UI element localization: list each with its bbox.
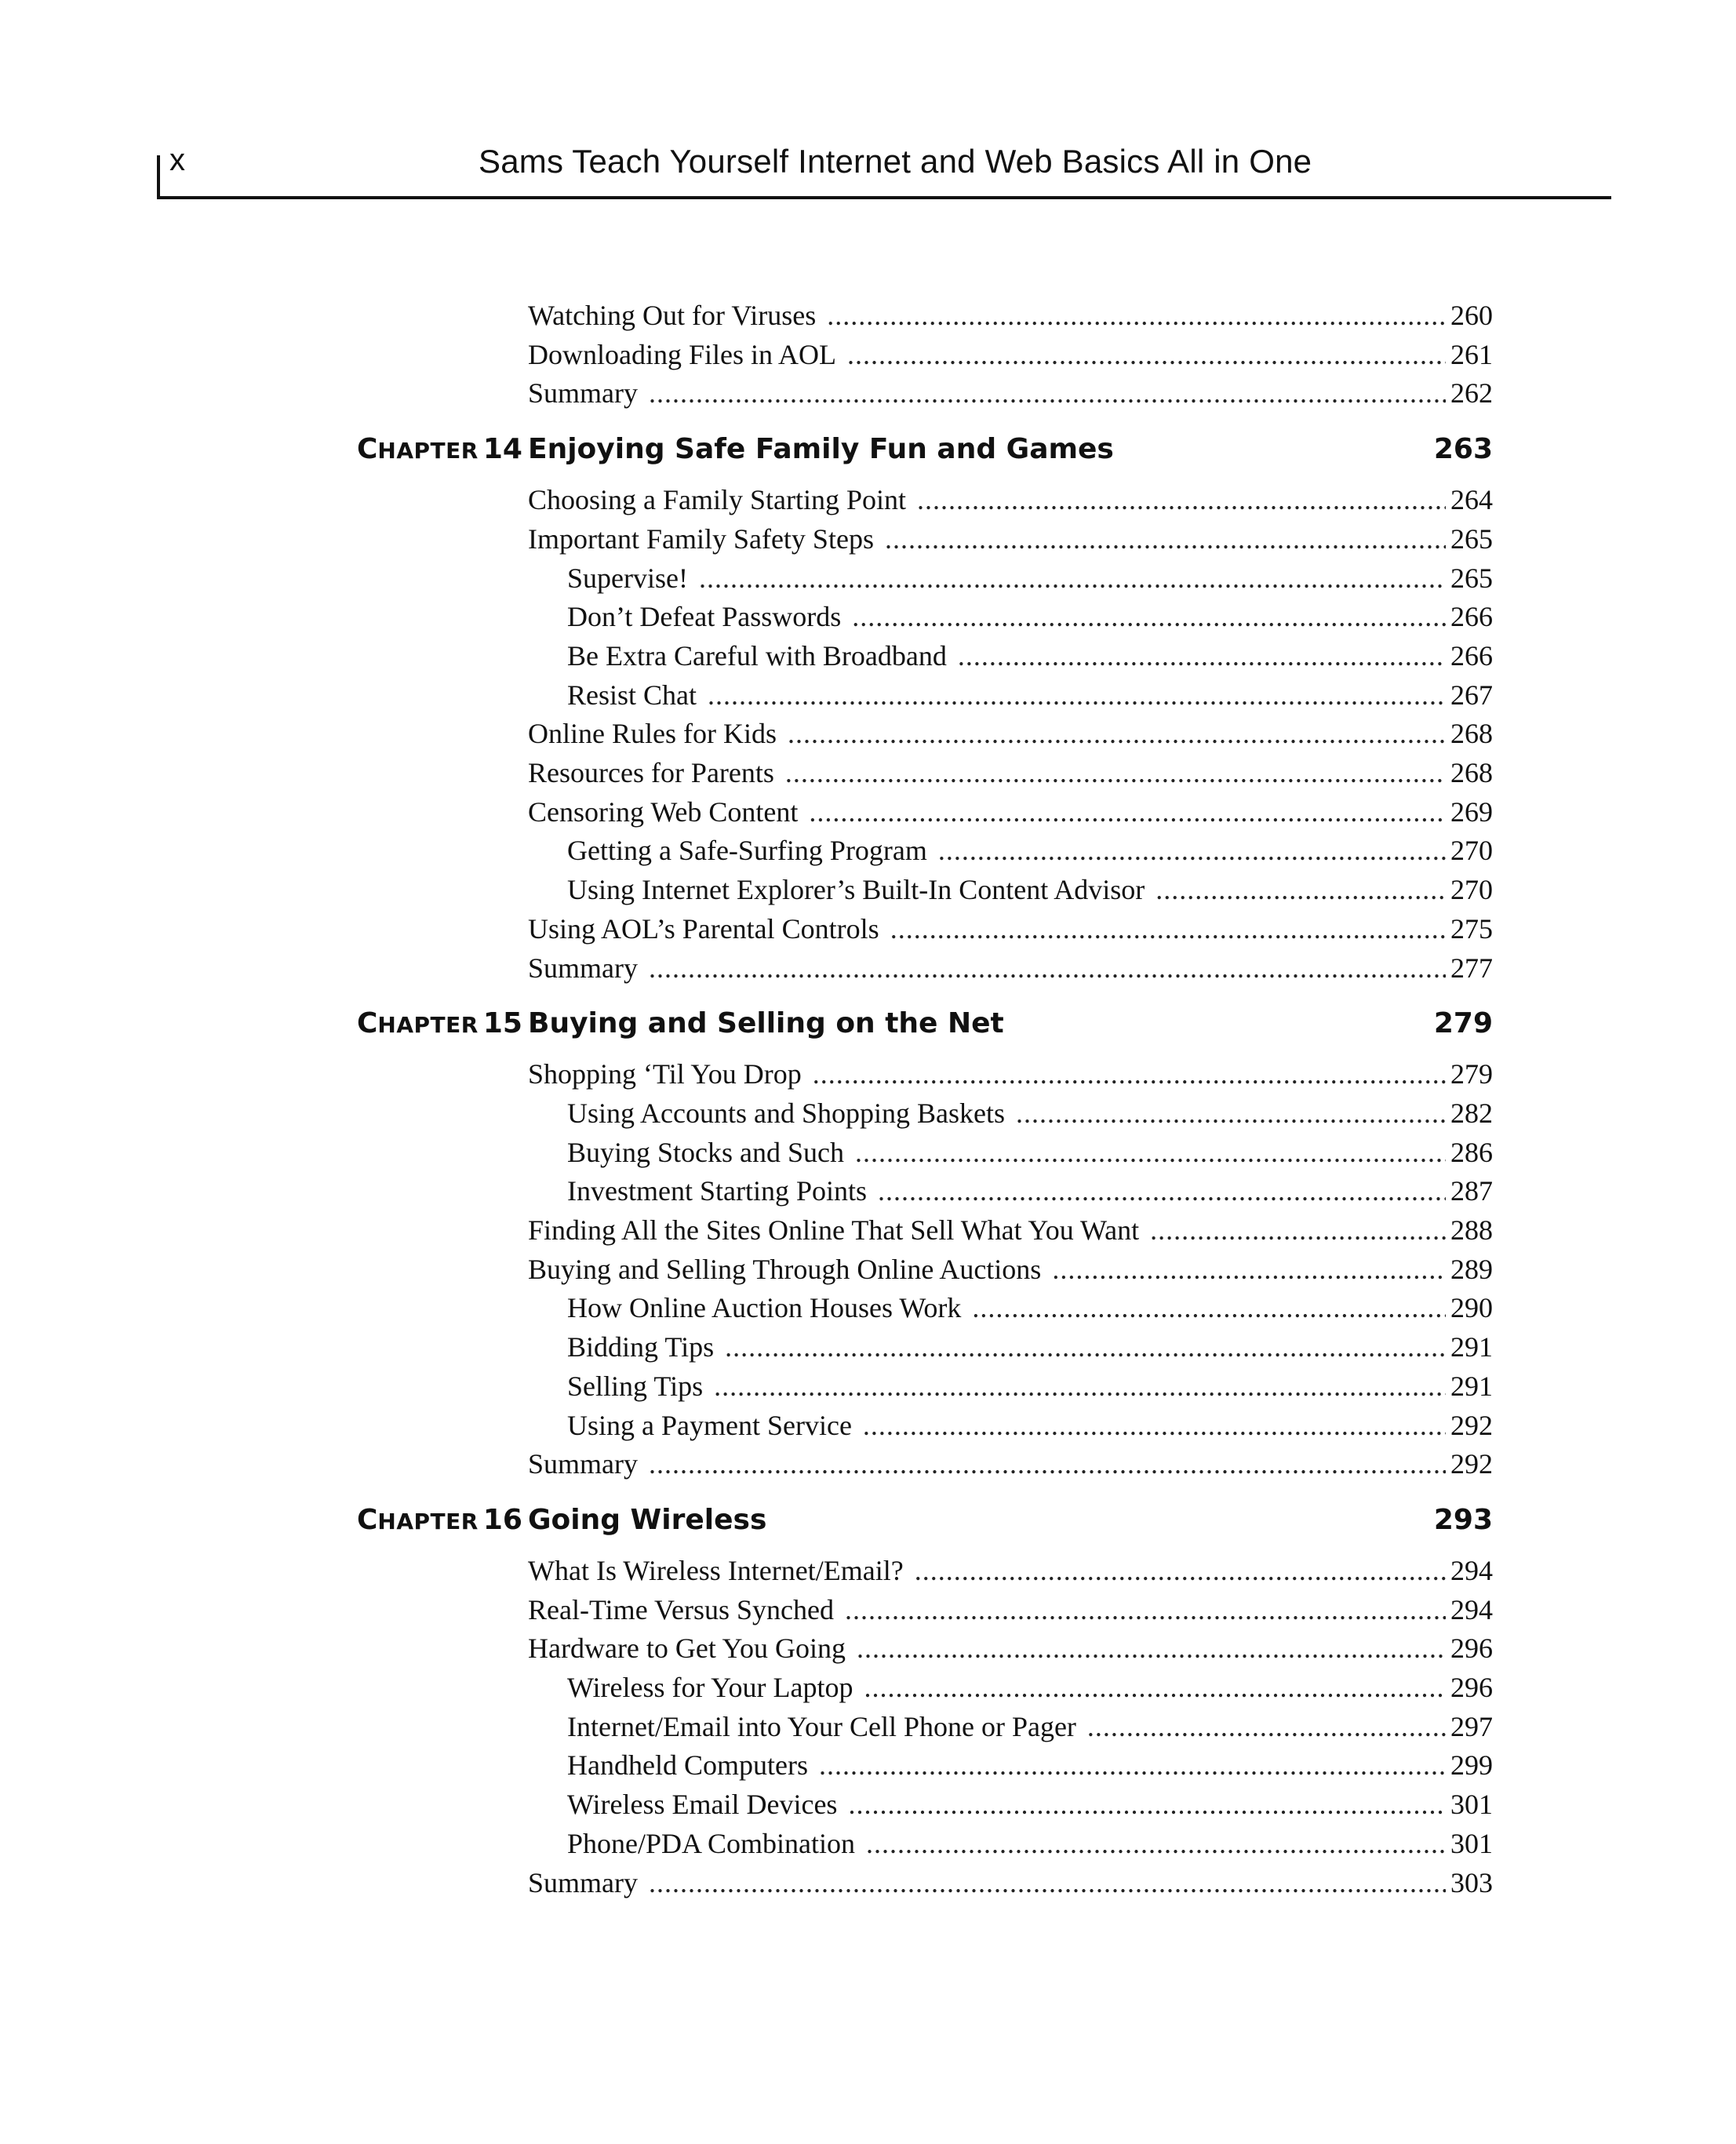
toc-entry-title: Using a Payment Service <box>567 1410 852 1441</box>
toc-entry <box>567 636 1493 675</box>
header-corner-rule <box>157 155 160 196</box>
toc-entry-page: 262 <box>1450 377 1493 409</box>
toc-entry-title: Buying and Selling Through Online Auctions <box>528 1254 1042 1285</box>
toc-entry-page: 267 <box>1450 679 1493 711</box>
toc-entry-page: 266 <box>1450 640 1493 672</box>
toc-entry-page: 270 <box>1450 874 1493 905</box>
toc-entry-title: Investment Starting Points <box>567 1175 867 1207</box>
toc-entry-page: 277 <box>1450 952 1493 984</box>
toc-entry-page: 264 <box>1450 484 1493 515</box>
dot-leader <box>847 335 1446 374</box>
toc-entry-page: 287 <box>1450 1175 1493 1207</box>
toc-entry-page: 260 <box>1450 300 1493 331</box>
chapter-heading <box>345 1498 1493 1542</box>
toc-entry-title: Choosing a Family Starting Point <box>528 484 907 515</box>
toc-entry-page: 268 <box>1450 718 1493 749</box>
toc-entry-title: Phone/PDA Combination <box>567 1828 856 1859</box>
dot-leader <box>864 1668 1447 1707</box>
toc-entry <box>567 675 1493 715</box>
dot-leader <box>1156 870 1446 909</box>
dot-leader <box>813 1054 1446 1094</box>
dot-leader <box>827 296 1446 335</box>
toc-entry-title: Finding All the Sites Online That Sell What You Want <box>528 1214 1140 1246</box>
toc-entry-page: 286 <box>1450 1137 1493 1168</box>
toc-entry-title: Using AOL’s Parental Controls <box>528 913 879 945</box>
toc-entry-page: 292 <box>1450 1448 1493 1480</box>
toc-entry-title: Wireless for Your Laptop <box>567 1672 853 1703</box>
dot-leader <box>972 1288 1446 1327</box>
toc-entry-page: 275 <box>1450 913 1493 945</box>
dot-leader <box>866 1824 1446 1863</box>
toc-entry <box>528 1054 1493 1094</box>
chapter-label <box>357 428 522 473</box>
toc-entry <box>567 1668 1493 1707</box>
toc-entry <box>528 335 1493 374</box>
toc-entry-page: 299 <box>1450 1749 1493 1781</box>
toc-entry-page: 279 <box>1450 1058 1493 1090</box>
toc-entry-title: Resist Chat <box>567 679 697 711</box>
dot-leader <box>788 714 1446 753</box>
toc-entry-title: Watching Out for Viruses <box>528 300 817 331</box>
toc-entry-title: Getting a Safe-Surfing Program <box>567 835 927 866</box>
dot-leader <box>1150 1210 1446 1250</box>
toc-entry <box>567 870 1493 909</box>
dot-leader <box>845 1590 1446 1629</box>
dot-leader <box>649 948 1446 988</box>
page-number: x <box>169 143 185 177</box>
chapter-label <box>357 1498 522 1544</box>
toc-entry <box>528 1590 1493 1629</box>
chapter-number: 14 <box>482 433 522 465</box>
toc-entry <box>567 1133 1493 1172</box>
toc-entry-title: Supervise! <box>567 562 688 594</box>
toc-entry <box>528 909 1493 948</box>
toc-entry <box>567 1327 1493 1367</box>
toc-entry-page: 290 <box>1450 1292 1493 1323</box>
toc-entry <box>567 1367 1493 1406</box>
toc-entry <box>528 1250 1493 1289</box>
toc-entry-title: Online Rules for Kids <box>528 718 777 749</box>
toc-entry-page: 294 <box>1450 1555 1493 1586</box>
dot-leader <box>855 1133 1446 1172</box>
toc-entry <box>528 792 1493 832</box>
chapter-label-rest: HAPTER <box>377 438 479 464</box>
toc-entry-page: 296 <box>1450 1633 1493 1664</box>
dot-leader <box>649 373 1446 413</box>
toc-entry-title: How Online Auction Houses Work <box>567 1292 962 1323</box>
chapter-number: 16 <box>482 1504 522 1536</box>
chapter-heading <box>345 1002 1493 1046</box>
dot-leader <box>708 675 1446 715</box>
running-head <box>157 141 1611 199</box>
toc-entry-page: 296 <box>1450 1672 1493 1703</box>
dot-leader <box>878 1171 1446 1210</box>
toc-entry-page: 289 <box>1450 1254 1493 1285</box>
dot-leader <box>938 831 1446 870</box>
toc-entry <box>528 296 1493 335</box>
toc-entry <box>567 1745 1493 1785</box>
dot-leader <box>725 1327 1446 1367</box>
dot-leader <box>915 1551 1446 1590</box>
toc-entry-title: Using Accounts and Shopping Baskets <box>567 1097 1005 1129</box>
toc-entry-page: 301 <box>1450 1828 1493 1859</box>
toc-entry <box>567 1785 1493 1824</box>
dot-leader <box>1087 1707 1446 1746</box>
dot-leader <box>649 1444 1446 1483</box>
chapter-page: 263 <box>1433 433 1493 465</box>
toc-entry-title: Summary <box>528 377 638 409</box>
toc-entry-page: 282 <box>1450 1097 1493 1129</box>
chapter-title: Buying and Selling on the Net <box>528 1007 1004 1039</box>
dot-leader <box>1016 1094 1446 1133</box>
dot-leader <box>1052 1250 1446 1289</box>
toc-entry <box>528 373 1493 413</box>
toc-entry <box>567 1094 1493 1133</box>
chapter-page: 279 <box>1433 1007 1493 1039</box>
dot-leader <box>958 636 1446 675</box>
toc-entry-page: 266 <box>1450 601 1493 632</box>
toc-entry <box>528 714 1493 753</box>
chapter-number: 15 <box>482 1007 522 1039</box>
toc-entry-title: Downloading Files in AOL <box>528 339 836 370</box>
toc-entry-page: 265 <box>1450 523 1493 555</box>
chapter-label-initial: C <box>357 433 378 465</box>
chapter-label-initial: C <box>357 1504 378 1536</box>
dot-leader <box>649 1863 1446 1902</box>
toc-entry-page: 265 <box>1450 562 1493 594</box>
toc-entry <box>528 1210 1493 1250</box>
chapter-title: Going Wireless <box>528 1504 767 1536</box>
toc-entry <box>567 1707 1493 1746</box>
toc-entry-title: Hardware to Get You Going <box>528 1633 846 1664</box>
dot-leader <box>852 597 1446 636</box>
toc-entry-title: Handheld Computers <box>567 1749 808 1781</box>
toc-entry-page: 288 <box>1450 1214 1493 1246</box>
toc-entry <box>567 1824 1493 1863</box>
toc-entry-page: 303 <box>1450 1867 1493 1898</box>
chapter-title: Enjoying Safe Family Fun and Games <box>528 433 1114 465</box>
toc-entry-page: 291 <box>1450 1370 1493 1402</box>
toc-entry-title: Summary <box>528 1867 638 1898</box>
toc-entry-title: Selling Tips <box>567 1370 704 1402</box>
toc-entry <box>567 1406 1493 1445</box>
toc-entry-page: 269 <box>1450 796 1493 828</box>
toc-entry <box>567 831 1493 870</box>
toc-entry-title: Using Internet Explorer’s Built-In Content Advisor <box>567 874 1145 905</box>
toc-entry <box>567 1288 1493 1327</box>
toc-entry <box>528 1863 1493 1902</box>
chapter-page: 293 <box>1433 1504 1493 1536</box>
toc-entry-title: Be Extra Careful with Broadband <box>567 640 947 672</box>
toc-entry <box>567 597 1493 636</box>
toc-entry <box>567 1171 1493 1210</box>
dot-leader <box>863 1406 1446 1445</box>
toc-entry-title: Don’t Defeat Passwords <box>567 601 842 632</box>
toc-entry-title: Buying Stocks and Such <box>567 1137 845 1168</box>
toc-entry <box>528 480 1493 519</box>
toc-entry-page: 292 <box>1450 1410 1493 1441</box>
dot-leader <box>885 519 1446 559</box>
chapter-label <box>357 1002 522 1047</box>
toc-entry <box>528 753 1493 792</box>
chapter-label-rest: HAPTER <box>377 1012 479 1038</box>
toc-entry-title: Real-Time Versus Synched <box>528 1594 834 1625</box>
toc-entry-page: 297 <box>1450 1711 1493 1742</box>
toc-entry-title: Important Family Safety Steps <box>528 523 874 555</box>
dot-leader <box>699 559 1446 598</box>
chapter-heading <box>345 428 1493 471</box>
toc-entry-page: 294 <box>1450 1594 1493 1625</box>
toc-entry-title: Summary <box>528 1448 638 1480</box>
dot-leader <box>819 1745 1446 1785</box>
toc-entry-title: What Is Wireless Internet/Email? <box>528 1555 904 1586</box>
dot-leader <box>848 1785 1446 1824</box>
toc-entry-title: Wireless Email Devices <box>567 1789 838 1820</box>
toc-entry-page: 261 <box>1450 339 1493 370</box>
chapter-label-rest: HAPTER <box>377 1509 479 1534</box>
toc-entry-title: Censoring Web Content <box>528 796 799 828</box>
toc-entry <box>528 1551 1493 1590</box>
toc-entry-page: 268 <box>1450 757 1493 788</box>
toc-entry-title: Internet/Email into Your Cell Phone or Pager <box>567 1711 1076 1742</box>
dot-leader <box>857 1629 1446 1668</box>
dot-leader <box>917 480 1446 519</box>
dot-leader <box>714 1367 1446 1406</box>
dot-leader <box>809 792 1446 832</box>
toc-entry <box>528 1629 1493 1668</box>
toc-entry-title: Resources for Parents <box>528 757 774 788</box>
chapter-label-initial: C <box>357 1007 378 1039</box>
toc-entry <box>528 519 1493 559</box>
toc-entry-title: Shopping ‘Til You Drop <box>528 1058 802 1090</box>
dot-leader <box>890 909 1446 948</box>
toc-entry-title: Summary <box>528 952 638 984</box>
toc-entry <box>528 1444 1493 1483</box>
book-title: Sams Teach Yourself Internet and Web Basics All in One <box>479 143 1312 180</box>
toc-entry-page: 301 <box>1450 1789 1493 1820</box>
toc-entry-page: 291 <box>1450 1331 1493 1363</box>
toc-entry-page: 270 <box>1450 835 1493 866</box>
toc-entry-title: Bidding Tips <box>567 1331 715 1363</box>
toc-entry <box>528 948 1493 988</box>
dot-leader <box>785 753 1446 792</box>
toc-entry <box>567 559 1493 598</box>
